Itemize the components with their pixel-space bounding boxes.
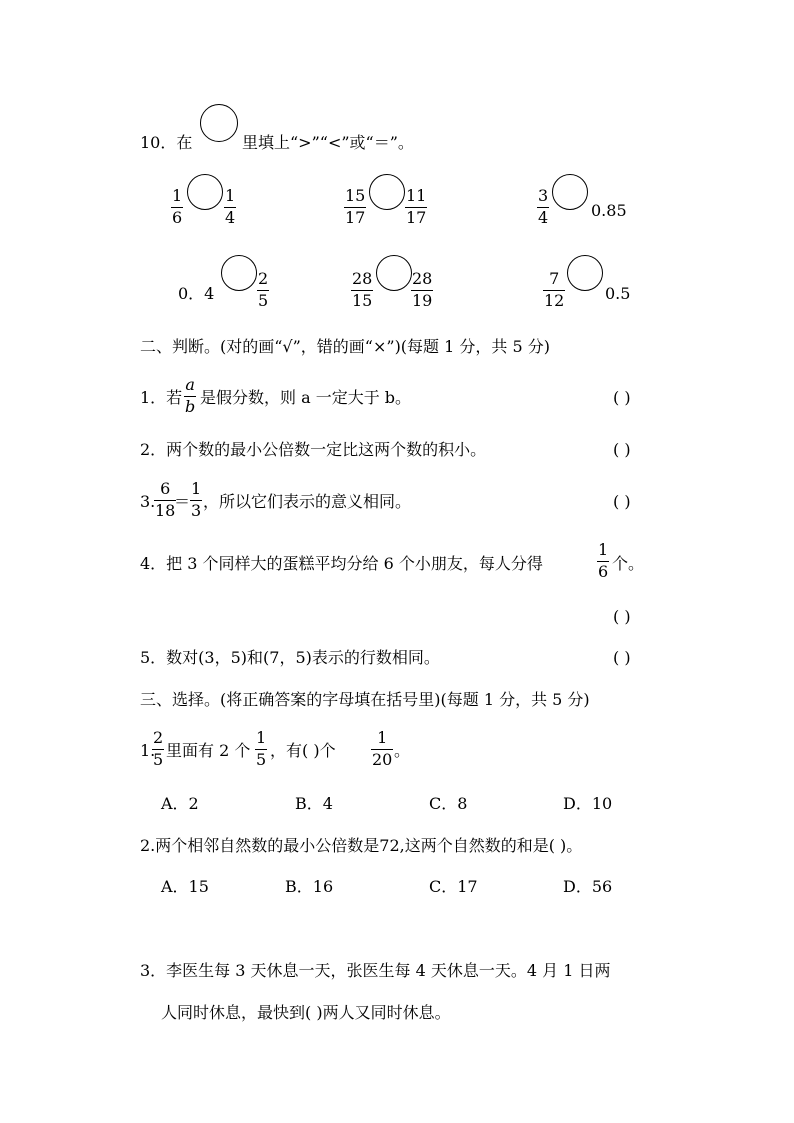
judge-q4-text: 个。 [612,554,645,573]
fraction: 7 12 [544,269,565,310]
fraction: 1 6 [598,540,609,581]
fraction: 2 5 [258,269,269,310]
answer-parentheses[interactable]: ( ) [613,607,631,626]
answer-parentheses[interactable]: ( ) [613,648,631,667]
judge-q1-pre: 1．若 [140,388,183,407]
option-a[interactable]: A．2 [161,794,199,813]
choice-q3-line2: 人同时休息，最快到( )两人又同时休息。 [161,1003,451,1022]
option-d[interactable]: D．56 [563,877,613,896]
q10-number: 10．在 [140,133,193,152]
fraction: 2 5 [153,728,164,769]
decimal-value: 0．4 [178,284,215,303]
section-heading-choice: 三、选择。(将正确答案的字母填在括号里)(每题 1 分，共 5 分) [140,690,590,709]
option-c[interactable]: C．8 [429,794,468,813]
fraction: a b [185,375,196,416]
choice-q1-text: 。 [394,741,411,760]
choice-q3-line1: 3．李医生每 3 天休息一天，张医生每 4 天休息一天。4 月 1 日两 [140,961,611,980]
answer-parentheses[interactable]: ( ) [613,388,631,407]
fraction: 6 18 [155,479,176,520]
fraction: 28 19 [412,269,433,310]
decimal-value: 0.5 [605,284,631,303]
option-b[interactable]: B．16 [285,877,334,896]
judge-q2-text: 2．两个数的最小公倍数一定比这两个数的积小。 [140,440,487,459]
choice-q1-pre: 1. [140,741,156,760]
fraction: 11 17 [406,186,427,227]
compare-circle[interactable] [200,104,238,142]
option-c[interactable]: C．17 [429,877,478,896]
option-a[interactable]: A．15 [161,877,209,896]
equals-sign: ＝ [174,492,191,511]
fraction: 28 15 [352,269,373,310]
option-b[interactable]: B．4 [295,794,333,813]
fraction: 1 4 [225,186,236,227]
compare-circle[interactable] [369,174,405,210]
option-d[interactable]: D．10 [563,794,613,813]
judge-q1-text: 是假分数，则 a 一定大于 b。 [200,388,412,407]
compare-circle[interactable] [567,255,603,291]
fraction: 1 6 [172,186,183,227]
fraction: 3 4 [538,186,549,227]
decimal-value: 0.85 [591,201,627,220]
compare-circle[interactable] [376,255,412,291]
judge-q3-text: ，所以它们表示的意义相同。 [203,492,412,511]
q10-instruction: 里填上“>”“<”或“＝”。 [242,133,414,152]
choice-q2-text: 2.两个相邻自然数的最小公倍数是72,这两个自然数的和是( )。 [140,836,583,855]
fraction: 1 3 [191,479,202,520]
compare-circle[interactable] [187,174,223,210]
compare-circle[interactable] [221,255,257,291]
compare-circle[interactable] [552,174,588,210]
judge-q5-text: 5．数对(3，5)和(7，5)表示的行数相同。 [140,648,440,667]
judge-q3-pre: 3. [140,492,156,511]
answer-parentheses[interactable]: ( ) [613,440,631,459]
fraction: 15 17 [345,186,366,227]
judge-q4-pre: 4．把 3 个同样大的蛋糕平均分给 6 个小朋友，每人分得 [140,554,543,573]
choice-q1-text: 里面有 2 个 [166,741,251,760]
fraction: 1 20 [372,728,393,769]
choice-q1-text: ，有( )个 [270,741,336,760]
section-heading-judge: 二、判断。(对的画“√”，错的画“×”)(每题 1 分，共 5 分) [140,337,550,356]
answer-parentheses[interactable]: ( ) [613,492,631,511]
fraction: 1 5 [256,728,267,769]
